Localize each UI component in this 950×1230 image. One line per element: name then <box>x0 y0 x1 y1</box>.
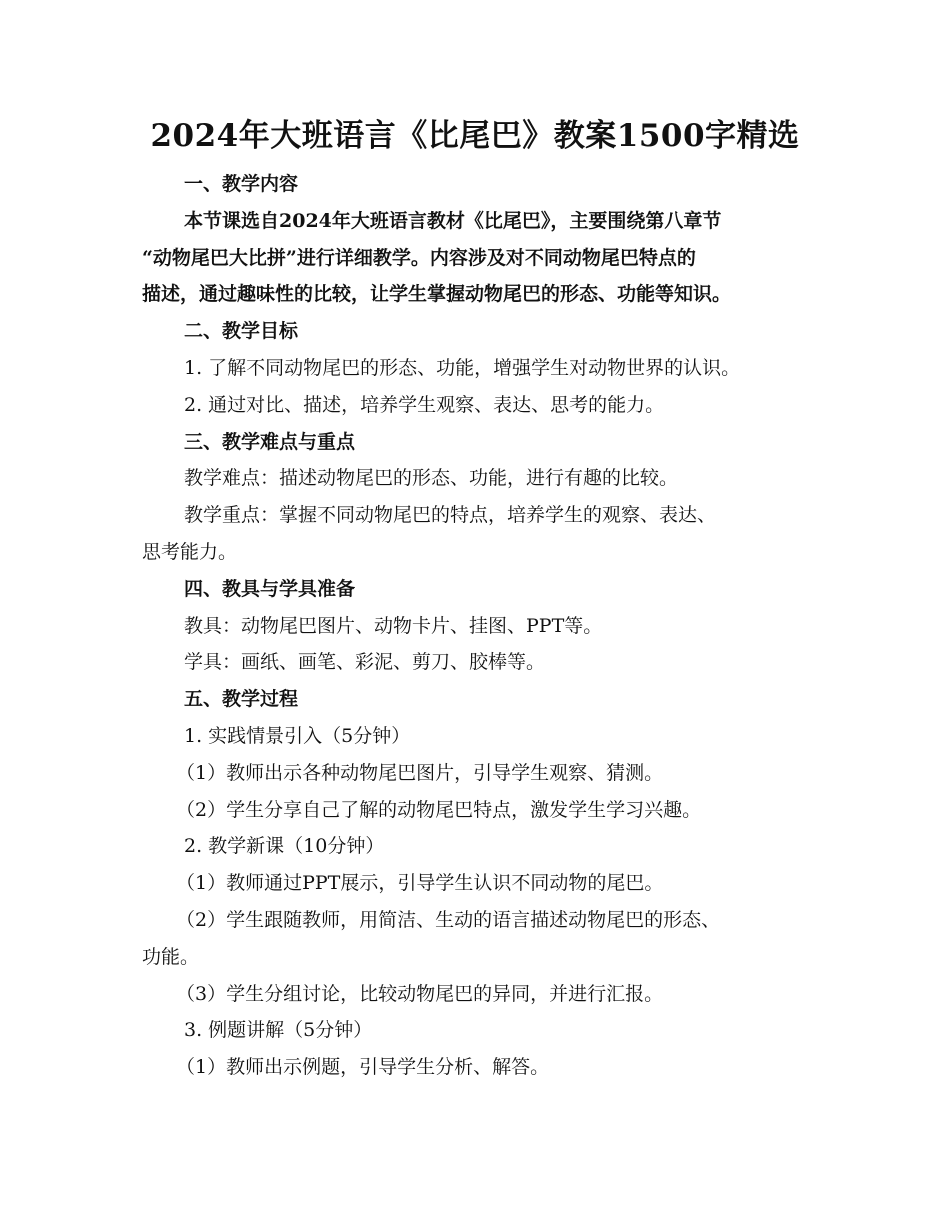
document-title: 2024年大班语言《比尾巴》教案1500字精选 <box>150 118 800 154</box>
section-heading-difficulty: 三、教学难点与重点 <box>184 430 356 453</box>
paragraph-line: 思考能力。 <box>142 540 238 563</box>
section-heading-process: 五、教学过程 <box>184 688 299 711</box>
paragraph-line: 学具：画纸、画笔、彩泥、剪刀、胶棒等。 <box>184 651 546 674</box>
paragraph-line: 教学难点：描述动物尾巴的形态、功能，进行有趣的比较。 <box>184 467 679 490</box>
process-step: 2. 教学新课（10分钟） <box>184 835 385 858</box>
process-step: 1. 实践情景引入（5分钟） <box>184 724 411 747</box>
process-substep: （3）学生分组讨论，比较动物尾巴的异同，并进行汇报。 <box>176 982 664 1005</box>
process-substep: （1）教师通过PPT展示，引导学生认识不同动物的尾巴。 <box>176 872 664 895</box>
process-substep: （2）学生分享自己了解的动物尾巴特点，激发学生学习兴趣。 <box>176 798 702 821</box>
goal-item: 2. 通过对比、描述，培养学生观察、表达、思考的能力。 <box>184 393 665 416</box>
process-step: 3. 例题讲解（5分钟） <box>184 1019 373 1042</box>
document-body <box>142 166 822 1086</box>
goal-item: 1. 了解不同动物尾巴的形态、功能，增强学生对动物世界的认识。 <box>184 356 741 379</box>
section-heading-goals: 二、教学目标 <box>184 320 299 343</box>
paragraph-line: 功能。 <box>142 945 200 968</box>
paragraph-line: 本节课选自2024年大班语言教材《比尾巴》，主要围绕第八章节 <box>184 209 722 232</box>
paragraph-line: “动物尾巴大比拼”进行详细教学。内容涉及对不同动物尾巴特点的 <box>142 246 696 269</box>
section-heading-tools: 四、教具与学具准备 <box>184 577 356 600</box>
paragraph-line: 教学重点：掌握不同动物尾巴的特点，培养学生的观察、表达、 <box>184 504 717 527</box>
process-substep: （1）教师出示例题，引导学生分析、解答。 <box>176 1056 550 1079</box>
process-substep: （2）学生跟随教师，用简洁、生动的语言描述动物尾巴的形态、 <box>176 908 721 931</box>
paragraph-line: 教具：动物尾巴图片、动物卡片、挂图、PPT等。 <box>184 614 603 637</box>
section-heading-content: 一、教学内容 <box>184 173 299 195</box>
paragraph-line: 描述，通过趣味性的比较，让学生掌握动物尾巴的形态、功能等知识。 <box>142 283 732 306</box>
process-substep: （1）教师出示各种动物尾巴图片，引导学生观察、猜测。 <box>176 761 664 784</box>
